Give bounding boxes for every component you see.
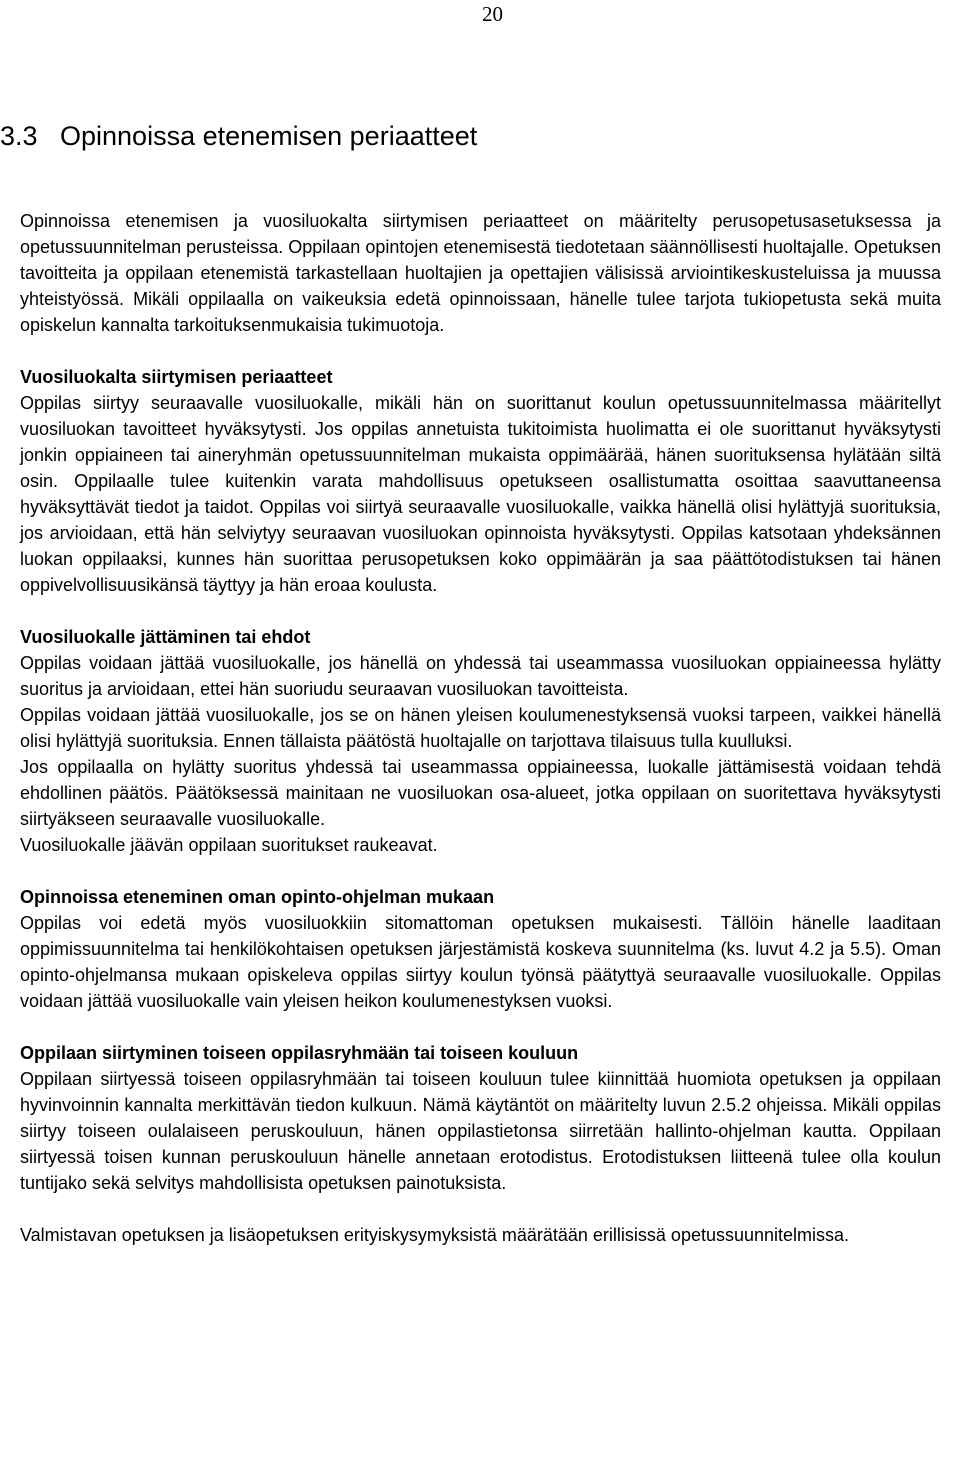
section-block	[20, 364, 941, 598]
section-block	[20, 624, 941, 858]
section-title-text: Opinnoissa etenemisen periaatteet	[60, 121, 478, 151]
paragraph: Oppilas voi edetä myös vuosiluokkiin sitomattoman opetuksen mukaisesti. Tällöin hänelle laaditaan oppimissuunnitelma tai henkilökohtaisen opetuksen järjestämistä koskeva suunnitelma (ks. luvut 4.2 ja 5.5). Oman opinto-ohjelmansa mukaan opiskeleva oppilas siirtyy koulun työnsä päätyttyä seuraavalle vuosiluokalle. Oppilas voidaan jättää vuosiluokalle vain yleisen heikon koulumenestyksen vuoksi.	[20, 913, 941, 1011]
paragraph: Oppilas voidaan jättää vuosiluokalle, jos hänellä on yhdessä tai useammassa vuosiluokan oppiaineessa hylätty suoritus ja arvioidaan, ettei hän suoriudu seuraavan vuosiluokan tavoitteista.	[20, 653, 941, 699]
section-title	[0, 120, 477, 152]
document-body	[20, 208, 941, 1248]
section-block	[20, 884, 941, 1014]
subheading: Vuosiluokalta siirtymisen periaatteet	[20, 367, 333, 387]
paragraph: Oppilas voidaan jättää vuosiluokalle, jos se on hänen yleisen koulumenestyksensä vuoksi tarpeen, vaikkei hänellä olisi hylättyjä suorituksia. Ennen tällaista päätöstä huoltajalle on tarjottava tilaisuus tulla kuulluksi.	[20, 705, 941, 751]
subheading: Vuosiluokalle jättäminen tai ehdot	[20, 627, 311, 647]
subheading: Oppilaan siirtyminen toiseen oppilasryhmään tai toiseen kouluun	[20, 1043, 579, 1063]
paragraph: Valmistavan opetuksen ja lisäopetuksen erityiskysymyksistä määrätään erillisissä opetussuunnitelmissa.	[20, 1225, 850, 1245]
section-block	[20, 1040, 941, 1196]
paragraph: Oppilas siirtyy seuraavalle vuosiluokalle, mikäli hän on suorittanut koulun opetussuunnitelmassa määritellyt vuosiluokan tavoitteet hyväksytysti. Jos oppilas annetuista tukitoimista huolimatta ei ole suorittanut hyväksytysti jonkin oppiaineen tai aineryhmän opetussuunnitelman mukaista oppimäärää, hänen suorituksensa hylätään siltä osin. Oppilaalle tulee kuitenkin varata mahdollisuus opetukseen osallistumatta osoittaa saavuttaneensa hyväksyttävät tiedot ja taidot. Oppilas voi siirtyä seuraavalle vuosiluokalle, vaikka hänellä olisi hylättyjä suorituksia, jos arvioidaan, että hän selviytyy seuraavan vuosiluokan opinnoista hyväksytysti. Oppilas katsotaan yhdeksännen luokan oppilaaksi, kunnes hän suorittaa perusopetuksen koko oppimäärän ja saa päättötodistuksen tai hänen oppivelvollisuusikänsä täyttyy ja hän eroaa koulusta.	[20, 393, 941, 595]
paragraph: Jos oppilaalla on hylätty suoritus yhdessä tai useammassa oppiaineessa, luokalle jättämisestä voidaan tehdä ehdollinen päätös. Päätöksessä mainitaan ne vuosiluokan osa-alueet, jotka oppilaan on suoritettava hyväksytysti siirtyäkseen seuraavalle vuosiluokalle.	[20, 757, 941, 829]
paragraph: Vuosiluokalle jäävän oppilaan suoritukset raukeavat.	[20, 835, 438, 855]
page-number: 20	[482, 2, 503, 26]
section-number: 3.3	[0, 121, 38, 151]
paragraph: Oppilaan siirtyessä toiseen oppilasryhmään tai toiseen kouluun tulee kiinnittää huomiota opetuksen ja oppilaan hyvinvoinnin kannalta merkittävän tiedon kulkuun. Nämä käytäntöt on määritelty luvun 2.5.2 ohjeissa. Mikäli oppilas siirtyy toiseen oulalaiseen peruskouluun, hänen oppilastietonsa siirretään hallinto-ohjelman kautta. Oppilaan siirtyessä toisen kunnan peruskouluun hänelle annetaan erotodistus. Erotodistuksen liitteenä tulee olla koulun tuntijako sekä selvitys mahdollisista opetuksen painotuksista.	[20, 1069, 941, 1193]
intro-block	[20, 208, 941, 338]
paragraph: Opinnoissa etenemisen ja vuosiluokalta siirtymisen periaatteet on määritelty perusopetusasetuksessa ja opetussuunnitelman perusteissa. Oppilaan opintojen etenemisestä tiedotetaan säännöllisesti huoltajalle. Opetuksen tavoitteita ja oppilaan etenemistä tarkastellaan huoltajien ja opettajien välisissä arviointikeskusteluissa ja muussa yhteistyössä. Mikäli oppilaalla on vaikeuksia edetä opinnoissaan, hänelle tulee tarjota tukiopetusta sekä muita opiskelun kannalta tarkoituksenmukaisia tukimuotoja.	[20, 211, 941, 335]
closing-block	[20, 1222, 941, 1248]
subheading: Opinnoissa eteneminen oman opinto-ohjelman mukaan	[20, 887, 495, 907]
